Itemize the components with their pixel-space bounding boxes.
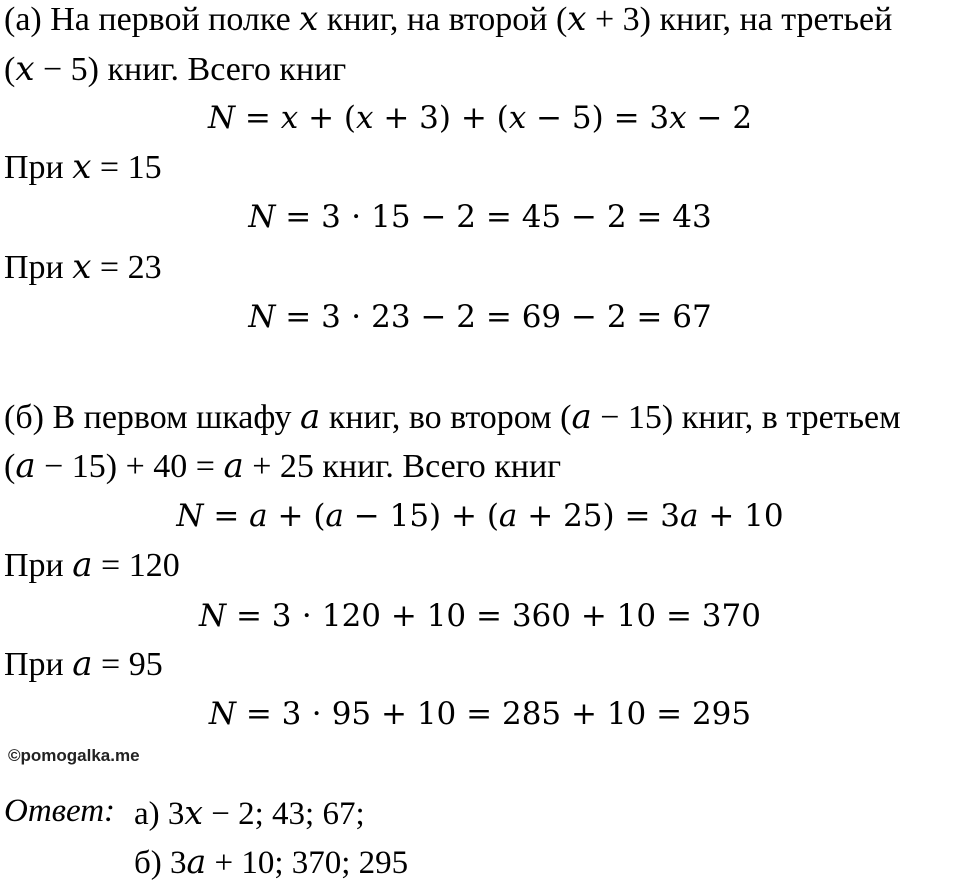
part-b-case-2-label: При 𝑎 = 95: [4, 646, 163, 683]
part-a-intro-line-2: (𝑥 − 5) книг. Всего книг: [4, 51, 347, 88]
part-a-case-2-label: При 𝑥 = 23: [4, 249, 162, 286]
part-b-formula: 𝑁 = 𝑎 + (𝑎 − 15) + (𝑎 + 25) = 3𝑎 + 10: [176, 498, 784, 534]
part-a-intro-line-1: (а) На первой полке 𝑥 книг, на второй (𝑥 + 3) книг, на третьей: [4, 1, 893, 38]
part-a-case-1-label: При 𝑥 = 15: [4, 149, 162, 186]
part-b-case-1-label: При 𝑎 = 120: [4, 547, 180, 584]
answer-line-b: б) 3𝑎 + 10; 370; 295: [134, 845, 409, 881]
part-a-case-1-calc: 𝑁 = 3 ⋅ 15 − 2 = 45 − 2 = 43: [248, 199, 712, 235]
part-a-case-2-calc: 𝑁 = 3 ⋅ 23 − 2 = 69 − 2 = 67: [248, 299, 712, 335]
answer-line-a: а) 3𝑥 − 2; 43; 67;: [134, 796, 365, 832]
part-a-formula: 𝑁 = 𝑥 + (𝑥 + 3) + (𝑥 − 5) = 3𝑥 − 2: [207, 100, 753, 136]
part-b-intro-line-2: (𝑎 − 15) + 40 = 𝑎 + 25 книг. Всего книг: [4, 448, 562, 485]
part-b-intro-line-1: (б) В первом шкафу 𝑎 книг, во втором (𝑎 − 15) книг, в третьем: [4, 399, 901, 436]
answer-label: Ответ:: [4, 793, 116, 829]
part-b-case-1-calc: 𝑁 = 3 ⋅ 120 + 10 = 360 + 10 = 370: [199, 598, 761, 634]
watermark: ©pomogalka.me: [8, 746, 140, 765]
part-b-case-2-calc: 𝑁 = 3 ⋅ 95 + 10 = 285 + 10 = 295: [208, 696, 752, 732]
